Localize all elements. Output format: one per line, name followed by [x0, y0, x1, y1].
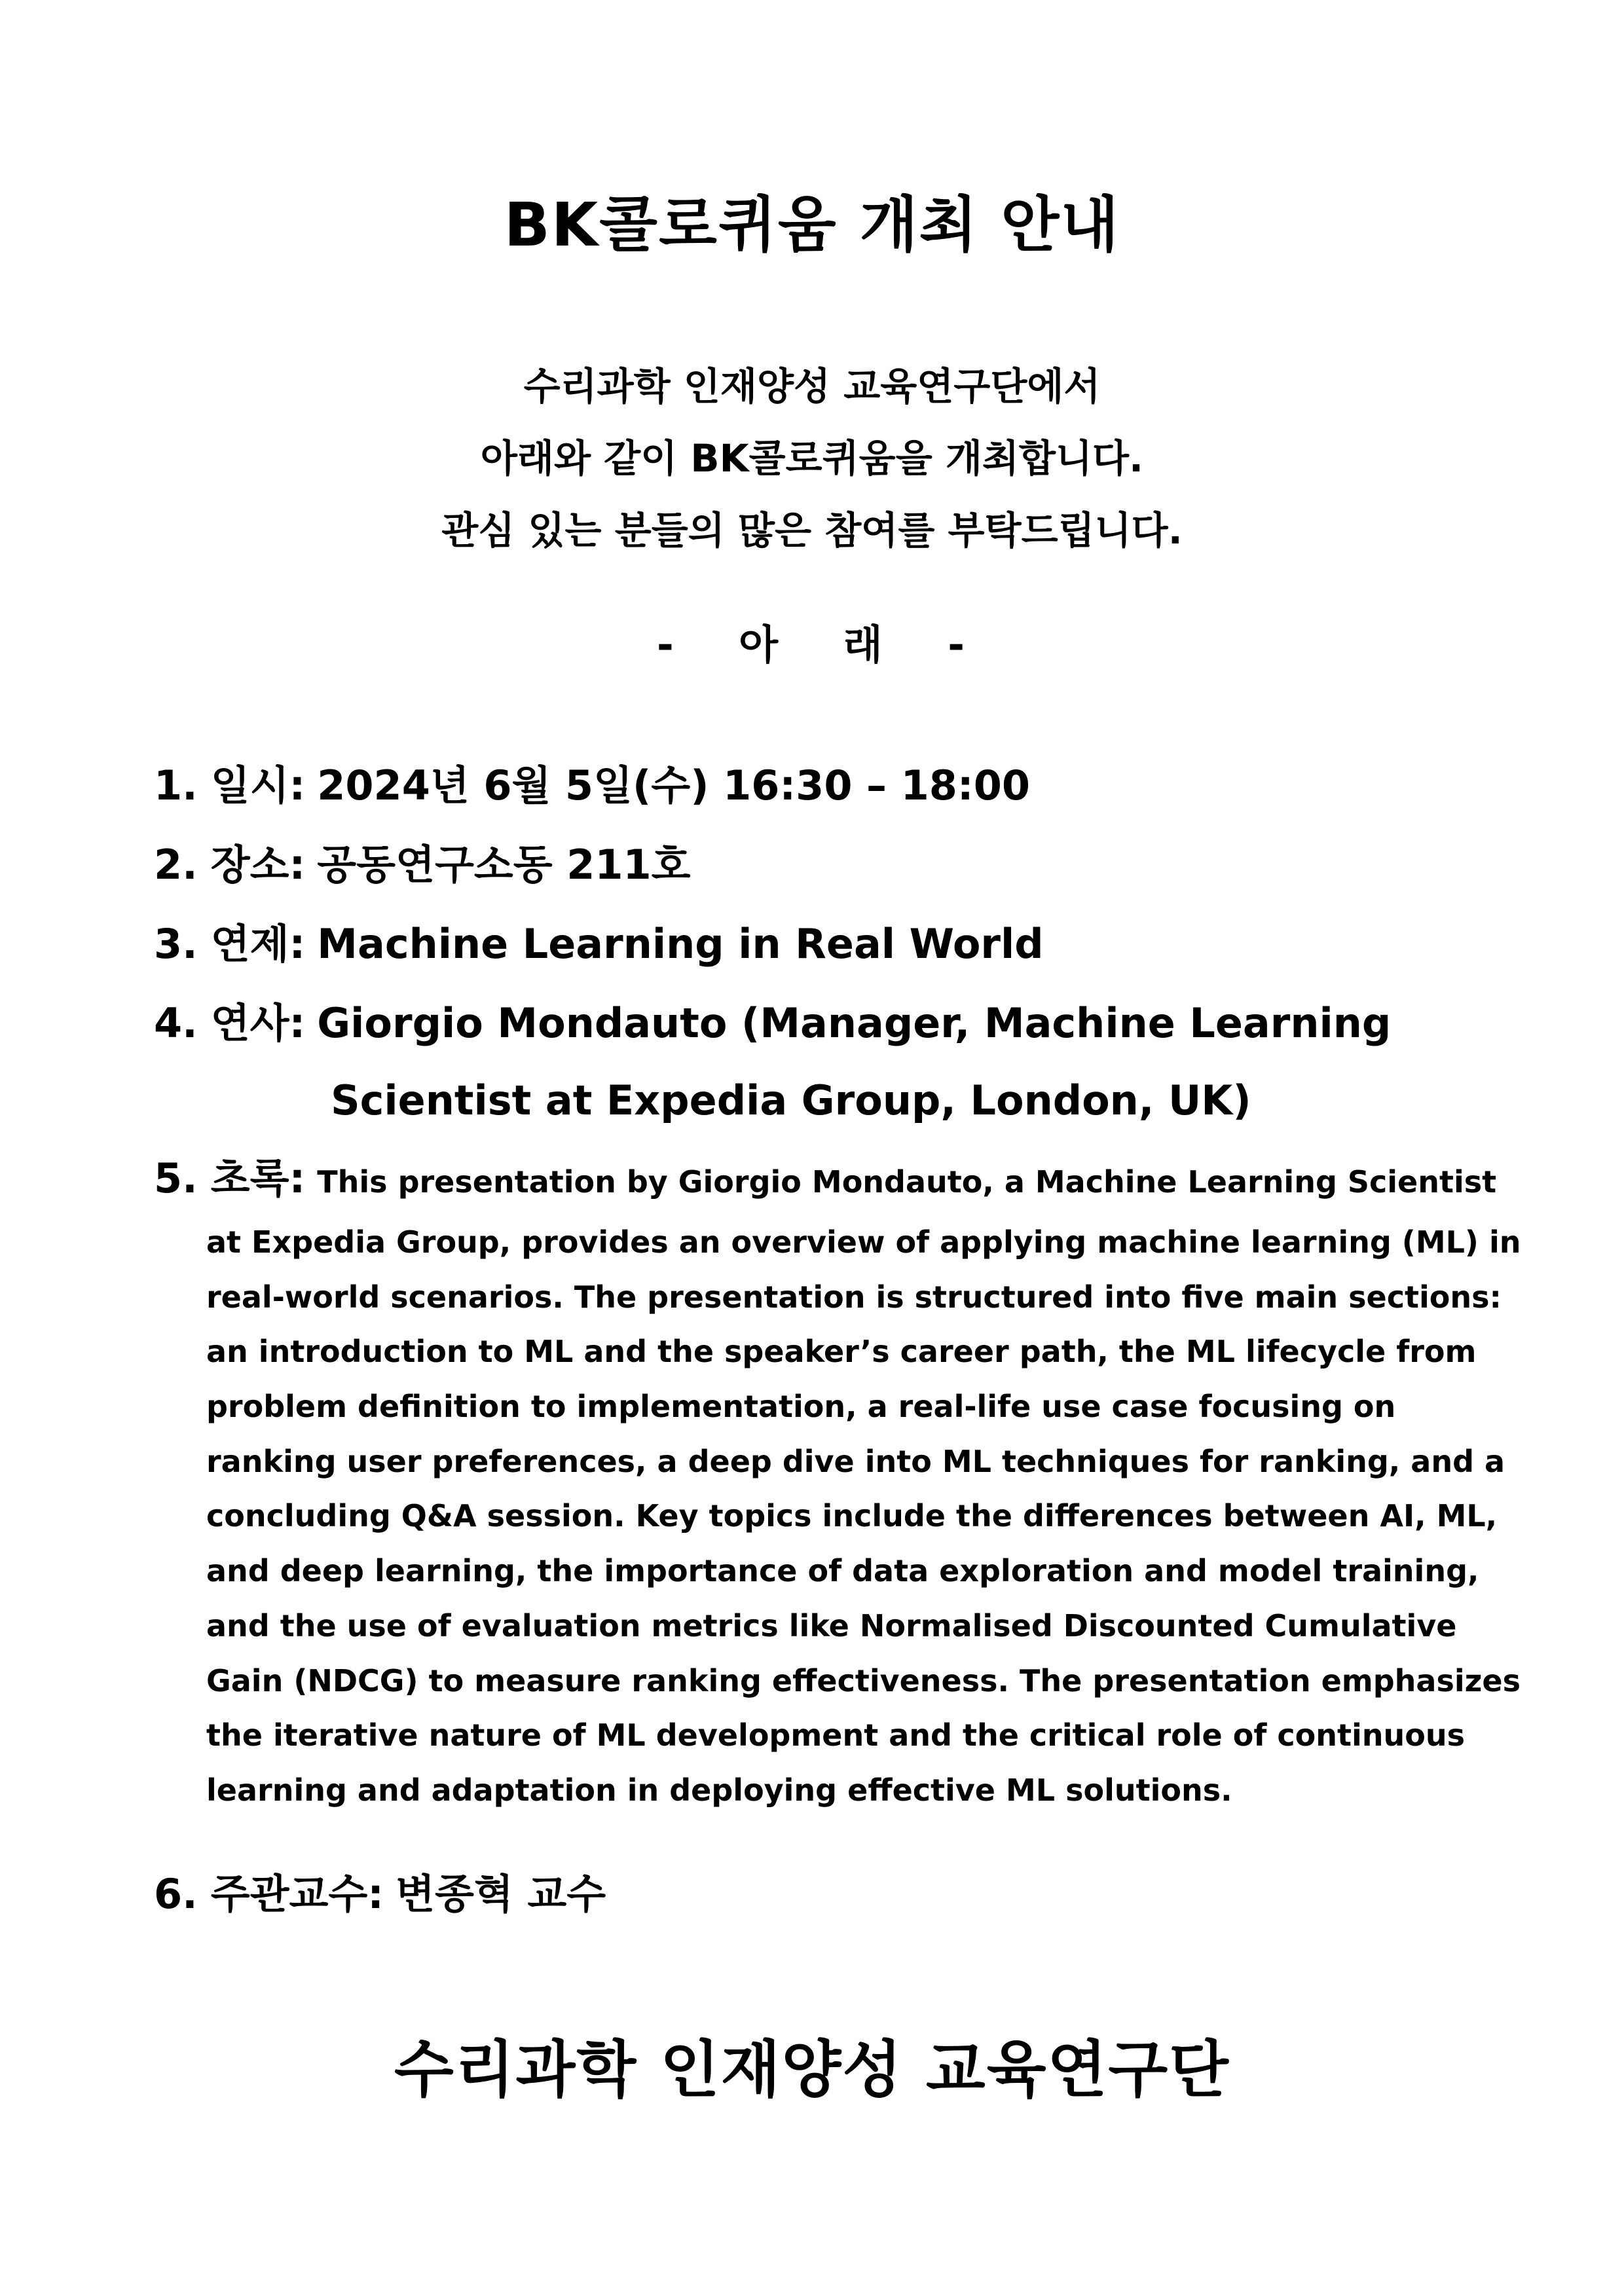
abstract-line: and the use of evaluation metrics like Normalised Discounted Cumulative [206, 1607, 1457, 1643]
item-speaker [154, 997, 1391, 1050]
abstract-line: Gain (NDCG) to measure ranking effectiveness. The presentation emphasizes [206, 1662, 1521, 1698]
topic-value: Machine Learning in Real World [317, 920, 1044, 968]
host-value: 변종혁 교수 [396, 1870, 606, 1918]
abstract-line: and deep learning, the importance of data exploration and model training, [206, 1553, 1479, 1589]
organization-footer: 수리과학 인재양성 교육연구단 [394, 2034, 1230, 2106]
section-heading: - 아 래 - [656, 621, 967, 669]
abstract-line: an introduction to ML and the speaker’s career path, the ML lifecycle from [206, 1334, 1477, 1370]
item-datetime [154, 760, 1030, 812]
item-label: 장소: [210, 841, 306, 889]
abstract-line: problem definition to implementation, a real-life use case focusing on [206, 1389, 1396, 1425]
item-number: 6. [154, 1870, 198, 1918]
item-label: 일시: [210, 762, 306, 809]
item-abstract [154, 1152, 1496, 1215]
intro-line-1: 수리과학 인재양성 교육연구단에서 [523, 364, 1101, 409]
item-number: 2. [154, 841, 198, 889]
item-topic [154, 918, 1044, 970]
abstract-line: This presentation by Giorgio Mondauto, a Machine Learning Scientist [317, 1164, 1497, 1200]
abstract-line: at Expedia Group, provides an overview of applying machine learning (ML) in [206, 1224, 1521, 1260]
item-label: 초록: [210, 1154, 306, 1202]
item-label: 주관교수: [210, 1870, 384, 1918]
abstract-line: concluding Q&A session. Key topics include the differences between AI, ML, [206, 1498, 1498, 1534]
item-number: 1. [154, 762, 198, 809]
item-label: 연제: [210, 920, 306, 968]
abstract-line: the iterative nature of ML development and the critical role of continuous [206, 1717, 1465, 1753]
speaker-value-line-2: Scientist at Expedia Group, London, UK) [331, 1076, 1251, 1124]
abstract-line: real-world scenarios. The presentation is structured into five main sections: [206, 1279, 1502, 1315]
abstract-line: ranking user preferences, a deep dive into ML techniques for ranking, and a [206, 1443, 1505, 1479]
speaker-value-line-1: Giorgio Mondauto (Manager, Machine Learning [317, 999, 1392, 1047]
abstract-line: learning and adaptation in deploying effective ML solutions. [206, 1772, 1232, 1808]
datetime-value: 2024년 6월 5일(수) 16:30 – 18:00 [317, 762, 1030, 809]
venue-value: 공동연구소동 211호 [317, 841, 691, 889]
item-venue [154, 839, 691, 891]
intro-paragraph [0, 350, 1624, 566]
item-host [154, 1868, 606, 1920]
intro-line-2: 아래와 같이 BK콜로퀴움을 개최합니다. [480, 436, 1144, 481]
item-number: 4. [154, 999, 198, 1047]
item-label: 연사: [210, 999, 306, 1047]
item-number: 3. [154, 920, 198, 968]
intro-line-3: 관심 있는 분들의 많은 참여를 부탁드립니다. [441, 508, 1183, 553]
abstract-body [206, 1215, 1521, 1818]
item-number: 5. [154, 1154, 198, 1202]
page-title: BK콜로퀴움 개최 안내 [504, 190, 1120, 260]
